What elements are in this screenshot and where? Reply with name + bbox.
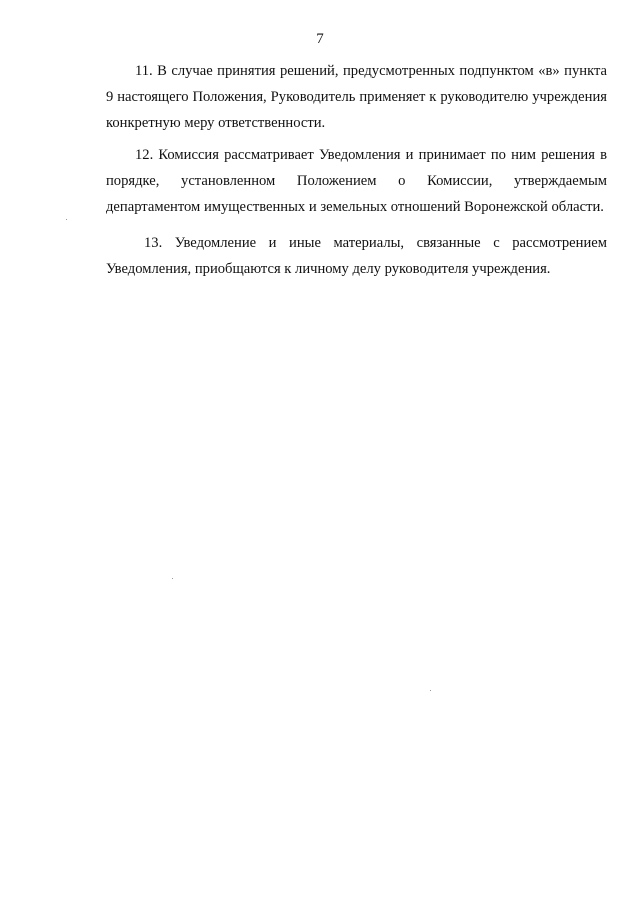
- paragraph-11: 11. В случае принятия решений, предусмотренных подпунктом «в» пункта 9 настоящего Положения, Руководитель применяет к руководителю учреждения конкретную меру ответственности.: [106, 63, 607, 131]
- scan-speck: [66, 219, 67, 220]
- document-body: [106, 58, 607, 288]
- paragraph-13: 13. Уведомление и иные материалы, связанные с рассмотрением Уведомления, приобщаются к личному делу руководителя учреждения.: [106, 235, 607, 277]
- page-number: 7: [316, 31, 324, 47]
- scan-speck: [172, 578, 173, 579]
- scan-speck: [430, 690, 431, 691]
- paragraph-12: 12. Комиссия рассматривает Уведомления и принимает по ним решения в порядке, установленном Положением о Комиссии, утверждаемым департаментом имущественных и земельных отношений Воронежской области.: [106, 147, 607, 215]
